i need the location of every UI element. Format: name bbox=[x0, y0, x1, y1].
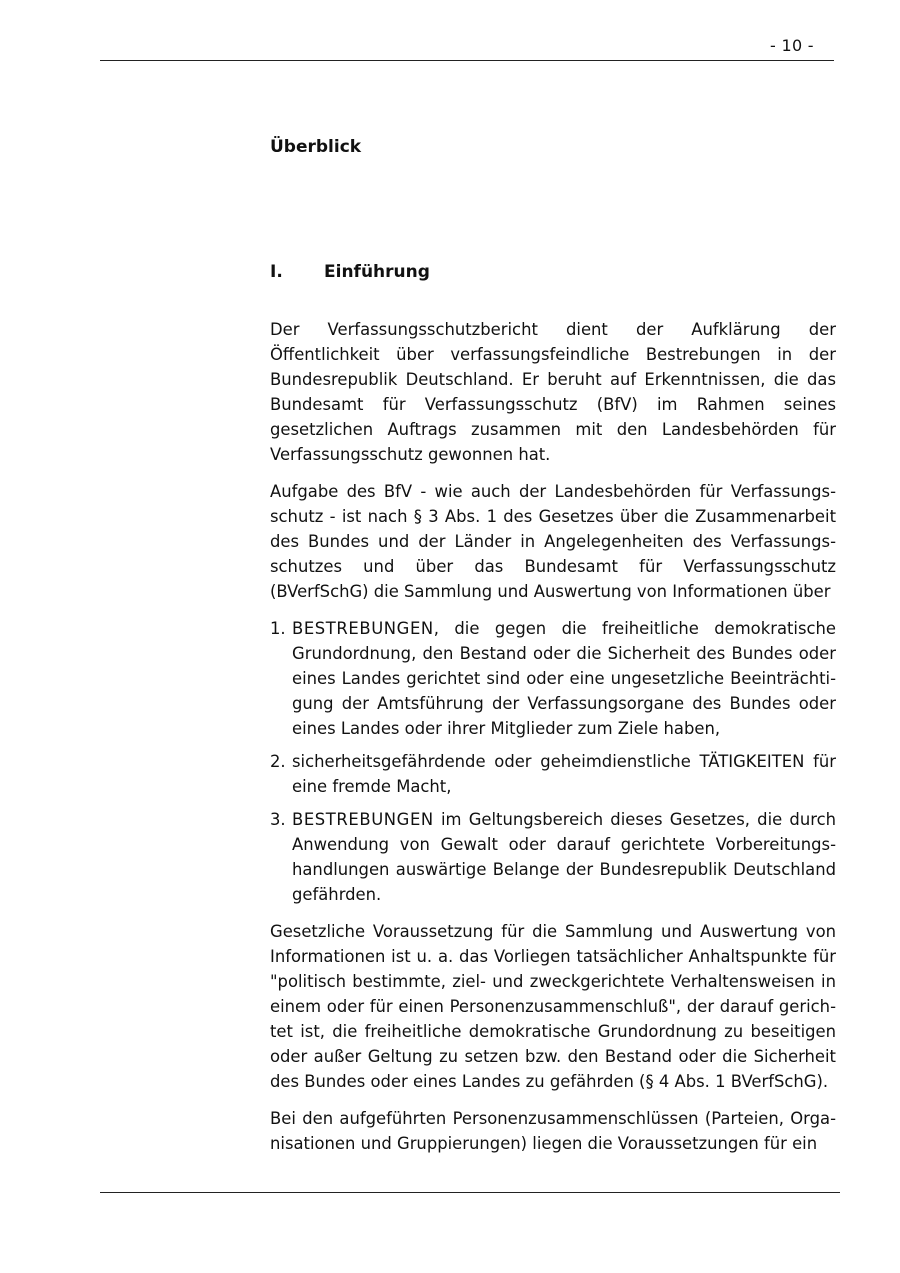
list-item-text: im Geltungsbereich dieses Gesetzes, die durch Anwendung von Gewalt oder darauf gerichtete Vorbereitungshandlungen auswärtige Belange der Bundesrepublik Deutschland gefährden. bbox=[292, 810, 836, 904]
page-number: - 10 - bbox=[770, 36, 814, 55]
paragraph-task: Aufgabe des BfV - wie auch der Landesbehörden für Verfassungsschutz - ist nach § 3 Abs. 1 des Gesetzes über die Zusammenarbeit des Bundes und der Länder in Angelegenheiten des Verfassungsschutzes und über das Bundesamt für Verfassungsschutz (BVerfSchG) die Sammlung und Auswertung von Informationen über bbox=[270, 482, 836, 601]
body-text bbox=[270, 317, 836, 1168]
section-title: Einführung bbox=[324, 262, 430, 282]
paragraph-organisations: Bei den aufgeführten Personenzusammenschlüssen (Parteien, Organisationen und Gruppierungen) liegen die Voraussetzungen für ein bbox=[270, 1109, 836, 1153]
list-item-marker: 2. bbox=[270, 752, 286, 771]
footer-divider bbox=[100, 1192, 840, 1193]
section-number: I. bbox=[270, 262, 283, 282]
paragraph-legal-basis: Gesetzliche Voraussetzung für die Sammlung und Auswertung von Informationen ist u. a. das Vorliegen tatsächlicher Anhaltspunkte für "politisch bestimmte, ziel- und zweckgerichtete Verhaltensweisen in einem oder für einen Personenzusammenschluß", der darauf gerichtet ist, die freiheitliche demokratische Grundordnung zu beseitigen oder außer Geltung zu setzen bzw. den Bestand oder die Sicherheit des Bundes oder eines Landes zu gefährden (§ 4 Abs. 1 BVerfSchG). bbox=[270, 922, 836, 1091]
list-item-lead: BESTREBUNGEN bbox=[292, 810, 434, 829]
list-item-marker: 1. bbox=[270, 619, 286, 638]
list-item bbox=[270, 807, 836, 907]
header-divider bbox=[100, 60, 834, 61]
list-item-marker: 3. bbox=[270, 810, 286, 829]
paragraph-introduction: Der Verfassungsschutzbericht dient der Aufklärung der Öffentlichkeit über verfassungsfeindliche Bestrebungen in der Bundesrepublik Deutschland. Er beruht auf Erkenntnissen, die das Bundesamt für Verfassungsschutz (BfV) im Rahmen seines gesetzlichen Auftrags zusammen mit den Landesbehörden für Verfassungsschutz gewonnen hat. bbox=[270, 320, 836, 464]
section-heading bbox=[270, 262, 430, 282]
task-list bbox=[270, 616, 836, 907]
list-item bbox=[270, 616, 836, 741]
list-item bbox=[270, 749, 836, 799]
overview-heading: Überblick bbox=[270, 137, 362, 157]
list-item-text: , die gegen die freiheitliche demokratische Grundordnung, den Bestand oder die Sicherheit des Bundes oder eines Landes gerichtet sind oder eine ungesetzliche Beeinträchtigung der Amtsführung der Verfassungsorgane des Bundes oder eines Landes oder ihrer Mitglieder zum Ziele haben, bbox=[292, 619, 836, 738]
list-item-text: sicherheitsgefährdende oder geheimdienstliche TÄTIGKEITEN für eine fremde Macht, bbox=[292, 752, 836, 796]
list-item-lead: BESTREBUNGEN bbox=[292, 619, 434, 638]
